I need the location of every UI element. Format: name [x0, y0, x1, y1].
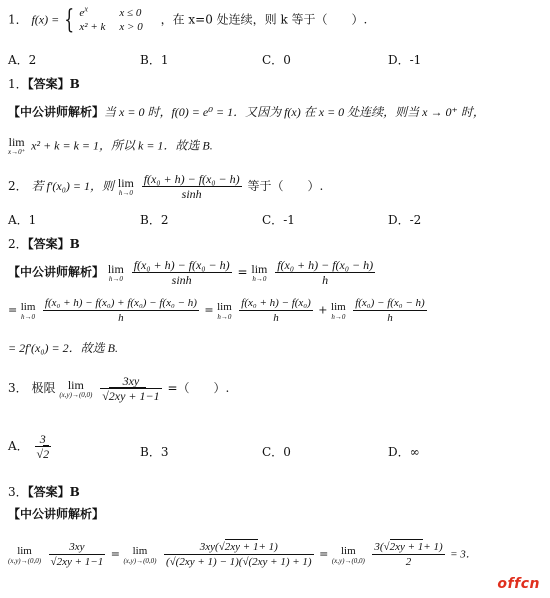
q2-b2-fraction: $\frac{\text{f(x₀ + h) − f(x₀)}}{h}$ — [241, 297, 311, 324]
q2-b1-limit: lim h→0 — [20, 300, 36, 321]
q2-a1-limit: lim h→0 — [107, 261, 124, 283]
q2-option-d: D．-2 — [388, 213, 422, 227]
q2-answer-letter: B — [69, 237, 80, 251]
q1-number: 1． — [8, 12, 28, 27]
q2-option-a: A．1 — [8, 213, 37, 227]
q3-stem-pre: 极限 — [31, 381, 56, 395]
q2-b3-fraction: $\frac{\text{f(x₀) − f(x₀ − h)}}{h}$ — [355, 297, 425, 324]
q2-b3-limit: lim h→0 — [331, 300, 346, 321]
q3-s1-fraction: $\frac{3xy}{√2xy + 1-1}$ — [50, 541, 104, 568]
q1-fx: f(x) = — [31, 12, 60, 27]
q2-b2-limit: lim h→0 — [217, 300, 232, 321]
q2-conclusion: = 2f′(x₀) = 2．故选 B. — [8, 341, 118, 355]
q3-result: = 3． — [450, 548, 477, 561]
q3-s2-limit: lim (x,y)→(0,0) — [123, 544, 157, 565]
q1-case2-expr: x² + k — [79, 21, 106, 33]
q3-stem-post: =（ ）. — [167, 381, 230, 395]
q2-stem-pre: 若 f′(x₀) = 1，则 — [31, 179, 115, 193]
q2-b1-fraction: $\frac{\text{f(x₀ + h) − f(x₀) + f(x₀) − f(x₀ − h)}}{h}$ — [44, 297, 197, 324]
q1-stem — [8, 6, 542, 34]
q3-s2-fraction: $\frac{3xy(√2xy + 1+ 1)}{(√(2xy + 1) - 1)(√(2xy + 1) + 1)}$ — [165, 541, 312, 568]
offcn-logo: offcn — [497, 576, 540, 592]
q1-option-b: B．1 — [140, 53, 169, 67]
q2-a1-fraction: $\frac{\text{f(x₀ + h) − f(x₀ − h)}}{\sinh}$ — [133, 258, 230, 287]
q2-a2-limit: lim h→0 — [251, 261, 268, 283]
q1-answer: 1．【答案】B — [8, 77, 80, 91]
left-brace-icon: { — [64, 5, 75, 35]
q3-analysis-steps: lim (x,y)→(0,0) $\frac{3xy}{√2xy + 1-1}$ = lim (x,y)→(0,0) $\frac{3xy(√2xy + 1+ 1)}{(√(2xy + 1) - 1)(√(2xy + 1) + 1)}$ = lim (x,y)→(0,0) $\frac{3(√2xy + 1+ 1)}{2}$ = 3． — [8, 541, 477, 568]
q2-analysis-line1: 【中公讲师解析】 lim h→0 $\frac{\text{f(x₀ + h) − f(x₀ − h)}}{\sinh}$ = lim h→0 $\frac{\text{f(x₀ + h) − f(x₀ − h)}}{h}$ — [8, 258, 374, 287]
q3-option-b: B．3 — [140, 445, 169, 459]
q1-case1-cond: x ≤ 0 — [119, 7, 142, 19]
q3-option-a-fraction: $\frac{3}{√2}$ — [36, 432, 50, 461]
q1-stem-tail: ，在 x=0 处连续，则 k 等于（ ）. — [160, 12, 368, 27]
q2-a2-fraction: $\frac{\text{f(x₀ + h) − f(x₀ − h)}}{h}$ — [277, 258, 374, 287]
q3-s3-limit: lim (x,y)→(0,0) — [331, 544, 365, 565]
q1-analysis-line1 — [8, 104, 542, 120]
q2-answer: 2．【答案】B — [8, 237, 80, 251]
q3-s1-limit: lim (x,y)→(0,0) — [8, 544, 42, 565]
q3-stem — [8, 374, 542, 403]
q1-option-a: A．2 — [8, 53, 37, 67]
q1-limit: lim x→0⁺ — [8, 135, 26, 156]
q3-option-a: A． $\frac{3}{√2}$ — [8, 432, 50, 461]
q1-answer-letter: B — [69, 77, 80, 91]
q3-number: 3． — [8, 381, 28, 395]
q3-option-c: C．0 — [262, 445, 291, 459]
q1-analysis-line2 — [8, 136, 542, 156]
q1-case1-exp: x — [84, 4, 88, 14]
q1-option-c: C．0 — [262, 53, 291, 67]
q2-option-c: C．-1 — [262, 213, 295, 227]
q2-stem-post: 等于（ ）. — [247, 179, 324, 193]
q2-analysis-line2: = lim h→0 $\frac{\text{f(x₀ + h) − f(x₀) + f(x₀) − f(x₀ − h)}}{h}$ = lim h→0 $\frac{\text{f(x₀ + h) − f(x₀)}}{h}$ + lim h→0 $\frac{\text{f(x₀) − f(x₀ − h)}}{h}$ — [8, 297, 425, 324]
q3-analysis-tag: 【中公讲师解析】 — [8, 507, 105, 521]
q2-stem — [8, 172, 542, 201]
q2-fraction: $\frac{\text{f(x₀ + h) − f(x₀ − h)}}{\sinh}$ — [143, 172, 240, 201]
q1-case2-cond: x > 0 — [119, 21, 143, 33]
q2-option-b: B．2 — [140, 213, 169, 227]
q1-piecewise — [79, 6, 156, 34]
q3-fraction: $\frac{3xy}{√2xy + 1-1}$ — [102, 374, 160, 403]
analysis-tag: 【中公讲师解析】 — [8, 105, 105, 119]
q3-limit: lim (x,y)→(0,0) — [59, 377, 93, 399]
q2-limit: lim h→0 — [117, 175, 134, 197]
q2-number: 2． — [8, 179, 28, 193]
q3-option-d: D．∞ — [388, 445, 420, 459]
q3-s3-fraction: $\frac{3(√2xy + 1+ 1)}{2}$ — [374, 541, 443, 568]
q1-case1-expr: e — [79, 7, 85, 19]
q3-answer-letter: B — [69, 485, 80, 499]
q1-option-d: D．-1 — [388, 53, 422, 67]
answer-tag: 【答案】 — [27, 77, 70, 91]
q3-answer: 3．【答案】B — [8, 485, 80, 499]
q1-analysis-text1: 当 x = 0 时，f(0) = e⁰ = 1．又因为 f(x) 在 x = 0 处连续，则当 x → 0⁺ 时， — [104, 105, 485, 119]
q1-analysis-text2: x² + k = k = 1，所以 k = 1．故选 B. — [31, 138, 213, 153]
